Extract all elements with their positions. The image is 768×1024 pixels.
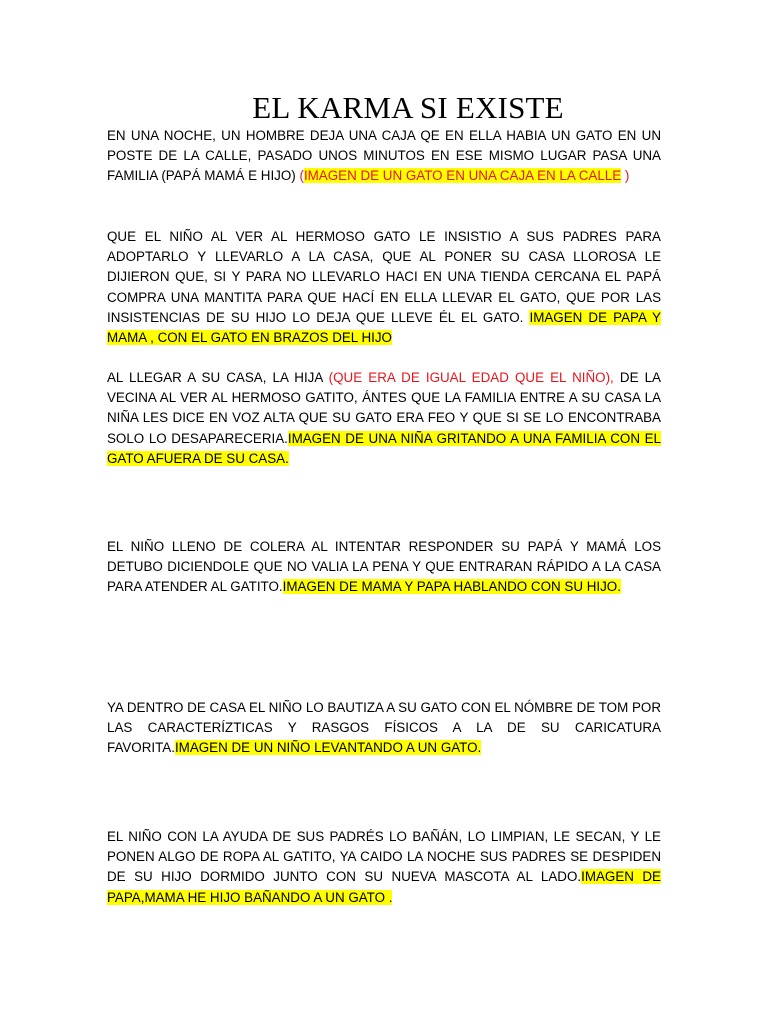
- paragraph-text: EL NIÑO CON LA AYUDA DE SUS PADRÉS LO BAÑÁN, LO LIMPIAN, LE SECAN, Y LE PONEN ALGO DE ROPA AL GATITO, YA CAIDO LA NOCHE SUS PADRES SE DESPIDEN DE SU HIJO DORMIDO JUNTO CON SU NUEVA MASCOTA AL LADO.: [107, 829, 661, 885]
- paragraph-text: AL LLEGAR A SU CASA, LA HIJA: [107, 370, 329, 385]
- image-note-highlight: IMAGEN DE UNA NIÑA GRITANDO A UNA FAMILIA CON EL GATO AFUERA DE SU CASA.: [107, 430, 661, 466]
- paragraph-6: [107, 827, 661, 908]
- red-note: (QUE ERA DE IGUAL EDAD QUE EL NIÑO),: [328, 370, 614, 385]
- image-note-highlight: IMAGEN DE PAPA,MAMA HE HIJO BAÑANDO A UN GATO .: [107, 869, 661, 905]
- image-note-highlight: IMAGEN DE UN GATO EN UNA CAJA EN LA CALLE: [303, 168, 622, 184]
- paragraph-5: [107, 698, 661, 759]
- paragraph-4: [107, 537, 661, 598]
- image-note-highlight: IMAGEN DE UN NIÑO LEVANTANDO A UN GATO.: [174, 740, 482, 756]
- image-note-highlight: IMAGEN DE MAMA Y PAPA HABLANDO CON SU HIJO.: [282, 579, 621, 595]
- paragraph-1: [107, 126, 661, 187]
- paragraph-2: [107, 227, 661, 348]
- paragraph-text: DE LA VECINA AL VER AL HERMOSO GATITO, ÁNTES QUE LA FAMILIA ENTRE A SU CASA LA NIÑA LES DICE EN VOZ ALTA QUE SU GATO ERA FEO Y QUE SI SE LO ENCONTRABA SOLO LO DESAPARECERIA.: [107, 370, 661, 446]
- paragraph-text: YA DENTRO DE CASA EL NIÑO LO BAUTIZA A SU GATO CON EL NÓMBRE DE TOM POR LAS CARACTERÍZTICAS Y RASGOS FÍSICOS A LA DE SU CARICATURA FAVORITA.: [107, 700, 661, 756]
- image-note-highlight: IMAGEN DE PAPA Y MAMA , CON EL GATO EN BRAZOS DEL HIJO: [107, 309, 661, 346]
- paragraph-text: EN UNA NOCHE, UN HOMBRE DEJA UNA CAJA QE EN ELLA HABIA UN GATO EN UN POSTE DE LA CALLE, PASADO UNOS MINUTOS EN ESE MISMO LUGAR PASA UNA FAMILIA (PAPÁ MAMÁ E HIJO): [107, 128, 661, 184]
- document-title: EL KARMA SI EXISTE: [252, 90, 564, 125]
- paragraph-3: [107, 368, 661, 469]
- close-paren: ): [621, 168, 630, 184]
- paragraph-text: QUE EL NIÑO AL VER AL HERMOSO GATO LE INSISTIO A SUS PADRES PARA ADOPTARLO Y LLEVARLO A LA CASA, QUE AL PONER SU CASA LLOROSA LE DIJIERON QUE, SI Y PARA NO LLEVARLO HACI EN UNA TIENDA CERCANA EL PAPÁ COMPRA UNA MANTITA PARA QUE HACÍ EN ELLA LLEVAR EL GATO, QUE POR LAS INSISTENCIAS DE SU HIJO LO DEJA QUE LLEVE ÉL EL GATO.: [107, 229, 661, 325]
- paragraph-text: EL NIÑO LLENO DE COLERA AL INTENTAR RESPONDER SU PAPÁ Y MAMÁ LOS DETUBO DICIENDOLE QUE NO VALIA LA PENA Y QUE ENTRARAN RÁPIDO A LA CASA PARA ATENDER AL GATITO.: [107, 539, 661, 595]
- open-paren: (: [299, 168, 304, 184]
